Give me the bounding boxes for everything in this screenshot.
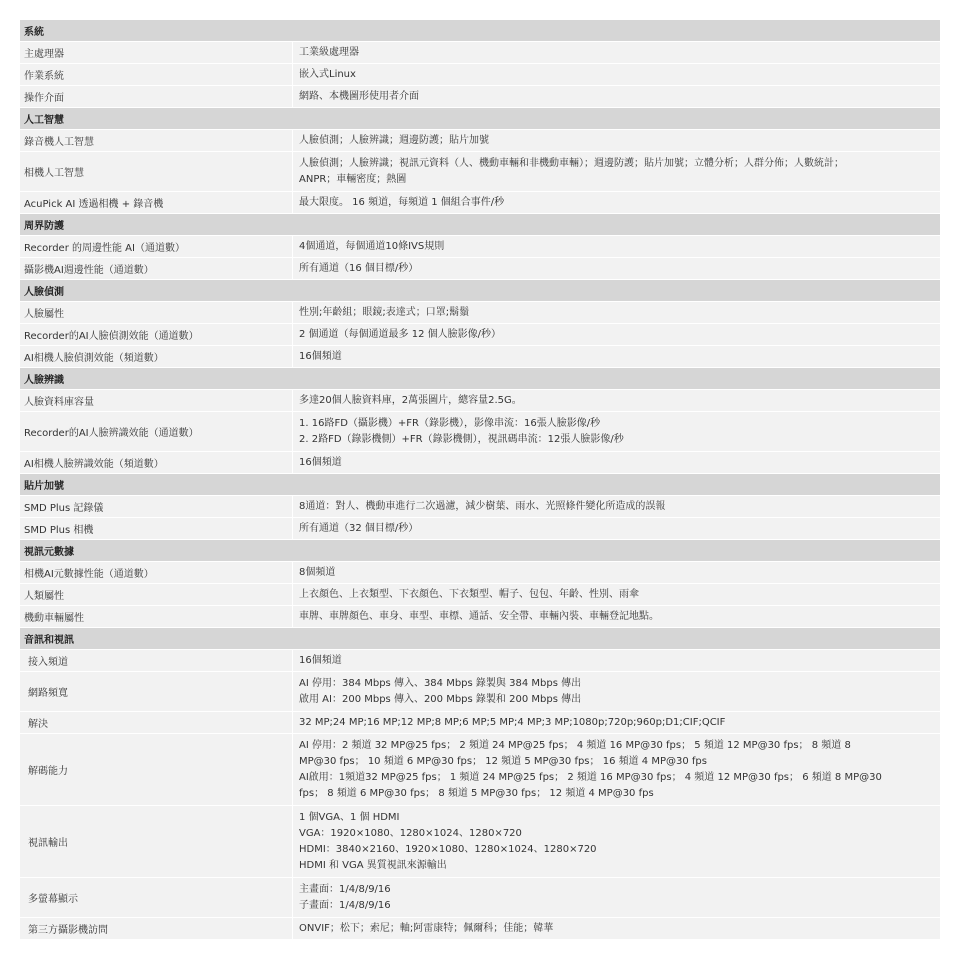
spec-value: [293, 650, 940, 671]
spec-value-line: HDMI：3840×2160、1920×1080、1280×1024、1280×720: [299, 843, 597, 855]
spec-table: [20, 20, 940, 940]
spec-label: 作業系統: [20, 64, 293, 85]
spec-value: [293, 918, 940, 939]
spec-row: [20, 324, 940, 346]
spec-row: [20, 42, 940, 64]
spec-row: [20, 302, 940, 324]
spec-row: [20, 712, 940, 734]
spec-label: AI相機人臉偵測效能（頻道數）: [20, 346, 293, 367]
spec-section: [20, 540, 940, 628]
spec-value: [293, 712, 940, 733]
spec-value-line: 1. 16路FD（攝影機）+FR（錄影機），影像串流：16張人臉影像/秒: [299, 417, 601, 429]
spec-value: [293, 412, 940, 451]
spec-value: [293, 584, 940, 605]
spec-value: [293, 672, 940, 711]
spec-value: [293, 236, 940, 257]
spec-value-line: 嵌入式Linux: [299, 68, 356, 80]
spec-value-line: 啟用 AI：200 Mbps 傳入、200 Mbps 錄製和 200 Mbps 傳出: [299, 693, 582, 705]
spec-row: [20, 64, 940, 86]
spec-value: [293, 878, 940, 917]
spec-value-line: 車牌、車牌顏色、車身、車型、車標、通話、安全帶、車輛內裝、車輛登記地點。: [299, 610, 659, 622]
spec-label: 接入頻道: [20, 650, 293, 671]
spec-label: 相機人工智慧: [20, 152, 293, 191]
spec-value-line: 1 個VGA、1 個 HDMI: [299, 811, 400, 823]
spec-row: [20, 606, 940, 628]
spec-value: [293, 324, 940, 345]
spec-value-line: ANPR；車輛密度；熱圖: [299, 173, 407, 185]
section-header: 周界防護: [20, 214, 940, 236]
spec-label: 第三方攝影機訪問: [20, 918, 293, 939]
section-header: 系統: [20, 20, 940, 42]
spec-value: [293, 86, 940, 107]
spec-value: [293, 734, 940, 805]
spec-value: [293, 258, 940, 279]
spec-value-line: MP@30 fps； 10 頻道 6 MP@30 fps； 12 頻道 5 MP@30 fps； 16 頻道 4 MP@30 fps: [299, 755, 707, 767]
section-header: 視訊元數據: [20, 540, 940, 562]
spec-label: SMD Plus 相機: [20, 518, 293, 539]
spec-value-line: 網路、本機圖形使用者介面: [299, 90, 419, 102]
spec-row: [20, 518, 940, 540]
spec-row: [20, 806, 940, 878]
spec-value: [293, 130, 940, 151]
spec-label: 人類屬性: [20, 584, 293, 605]
spec-row: [20, 390, 940, 412]
spec-section: [20, 280, 940, 368]
spec-label: 主處理器: [20, 42, 293, 63]
spec-value: [293, 452, 940, 473]
spec-row: [20, 496, 940, 518]
spec-value-line: 所有通道（16 個目標/秒）: [299, 262, 419, 274]
spec-row: [20, 130, 940, 152]
spec-label: 人臉資料庫容量: [20, 390, 293, 411]
spec-row: [20, 258, 940, 280]
spec-value: [293, 518, 940, 539]
spec-label: 人臉屬性: [20, 302, 293, 323]
spec-value-line: 上衣顏色、上衣類型、下衣顏色、下衣類型、帽子、包包、年齡、性別、雨傘: [299, 588, 639, 600]
spec-value: [293, 64, 940, 85]
spec-value-line: 人臉偵測；人臉辨識；視訊元資料（人、機動車輛和非機動車輛）；週邊防護；貼片加號；立體分析；人群分佈；人數統計；: [299, 157, 844, 169]
spec-value-line: 子畫面：1/4/8/9/16: [299, 899, 391, 911]
spec-value-line: AI 停用：2 頻道 32 MP@25 fps； 2 頻道 24 MP@25 fps； 4 頻道 16 MP@30 fps； 5 頻道 12 MP@30 fps； 8 頻道 8: [299, 739, 851, 751]
spec-label: Recorder的AI人臉偵測效能（通道數）: [20, 324, 293, 345]
spec-section: [20, 108, 940, 214]
spec-value-line: AI啟用：1頻道32 MP@25 fps； 1 頻道 24 MP@25 fps； 2 頻道 16 MP@30 fps； 4 頻道 12 MP@30 fps； 6 頻道 8 MP@30: [299, 771, 882, 783]
section-header: 人工智慧: [20, 108, 940, 130]
spec-label: Recorder的AI人臉辨識效能（通道數）: [20, 412, 293, 451]
spec-value-line: VGA：1920×1080、1280×1024、1280×720: [299, 827, 522, 839]
spec-section: [20, 20, 940, 108]
spec-value: [293, 346, 940, 367]
spec-value-line: AI 停用：384 Mbps 傳入、384 Mbps 錄製與 384 Mbps 傳出: [299, 677, 582, 689]
spec-section: [20, 214, 940, 280]
spec-value-line: 8個頻道: [299, 566, 336, 578]
spec-row: [20, 650, 940, 672]
spec-value: [293, 806, 940, 877]
spec-row: [20, 918, 940, 940]
spec-row: [20, 562, 940, 584]
spec-row: [20, 346, 940, 368]
section-header: 人臉偵測: [20, 280, 940, 302]
spec-row: [20, 86, 940, 108]
spec-row: [20, 878, 940, 918]
spec-value-line: ONVIF；松下；索尼；軸;阿雷康特；佩爾科；佳能；韓華: [299, 922, 554, 934]
section-header: 音訊和視訊: [20, 628, 940, 650]
spec-row: [20, 584, 940, 606]
spec-value-line: 32 MP;24 MP;16 MP;12 MP;8 MP;6 MP;5 MP;4 MP;3 MP;1080p;720p;960p;D1;CIF;QCIF: [299, 716, 726, 728]
spec-label: 相機AI元數據性能（通道數）: [20, 562, 293, 583]
spec-row: [20, 452, 940, 474]
spec-label: AcuPick AI 透過相機 + 錄音機: [20, 192, 293, 213]
spec-row: [20, 412, 940, 452]
spec-label: 操作介面: [20, 86, 293, 107]
spec-value-line: 性別;年齡組；眼鏡;表達式；口罩;鬍鬚: [299, 306, 470, 318]
spec-label: AI相機人臉辨識效能（頻道數）: [20, 452, 293, 473]
spec-value-line: 人臉偵測；人臉辨識；週邊防護；貼片加號: [299, 134, 489, 146]
spec-label: 錄音機人工智慧: [20, 130, 293, 151]
spec-value-line: 所有通道（32 個目標/秒）: [299, 522, 419, 534]
spec-label: 攝影機AI週邊性能（通道數）: [20, 258, 293, 279]
spec-label: Recorder 的周邊性能 AI（通道數）: [20, 236, 293, 257]
spec-label: 視訊輸出: [20, 806, 293, 877]
spec-value-line: 工業級處理器: [299, 46, 359, 58]
spec-value-line: 最大限度。 16 頻道，每頻道 1 個組合事件/秒: [299, 196, 505, 208]
spec-value-line: 16個頻道: [299, 654, 342, 666]
spec-value-line: fps； 8 頻道 6 MP@30 fps； 8 頻道 5 MP@30 fps； 12 頻道 4 MP@30 fps: [299, 787, 654, 799]
spec-label: SMD Plus 記錄儀: [20, 496, 293, 517]
spec-value: [293, 192, 940, 213]
spec-value: [293, 562, 940, 583]
spec-label: 多螢幕顯示: [20, 878, 293, 917]
section-header: 貼片加號: [20, 474, 940, 496]
spec-value: [293, 496, 940, 517]
spec-value-line: 8通道：對人、機動車進行二次過濾，減少樹葉、雨水、光照條件變化所造成的誤報: [299, 500, 666, 512]
spec-value-line: 主畫面：1/4/8/9/16: [299, 883, 391, 895]
spec-value: [293, 302, 940, 323]
spec-section: [20, 628, 940, 940]
spec-value-line: HDMI 和 VGA 異質視訊來源輸出: [299, 859, 447, 871]
spec-value-line: 16個頻道: [299, 456, 342, 468]
spec-value-line: 2. 2路FD（錄影機側）+FR（錄影機側），視訊碼串流：12張人臉影像/秒: [299, 433, 624, 445]
spec-value: [293, 390, 940, 411]
spec-value: [293, 42, 940, 63]
spec-row: [20, 672, 940, 712]
spec-section: [20, 474, 940, 540]
spec-label: 網路頻寬: [20, 672, 293, 711]
spec-row: [20, 152, 940, 192]
spec-value-line: 4個通道，每個通道10條IVS規則: [299, 240, 445, 252]
spec-value-line: 多達20個人臉資料庫，2萬張圖片，總容量2.5G。: [299, 394, 522, 406]
spec-row: [20, 192, 940, 214]
spec-row: [20, 236, 940, 258]
spec-value: [293, 152, 940, 191]
spec-row: [20, 734, 940, 806]
section-header: 人臉辨識: [20, 368, 940, 390]
spec-label: 解決: [20, 712, 293, 733]
spec-value-line: 16個頻道: [299, 350, 342, 362]
spec-section: [20, 368, 940, 474]
spec-value-line: 2 個通道（每個通道最多 12 個人臉影像/秒）: [299, 328, 501, 340]
spec-label: 機動車輛屬性: [20, 606, 293, 627]
spec-value: [293, 606, 940, 627]
spec-label: 解碼能力: [20, 734, 293, 805]
